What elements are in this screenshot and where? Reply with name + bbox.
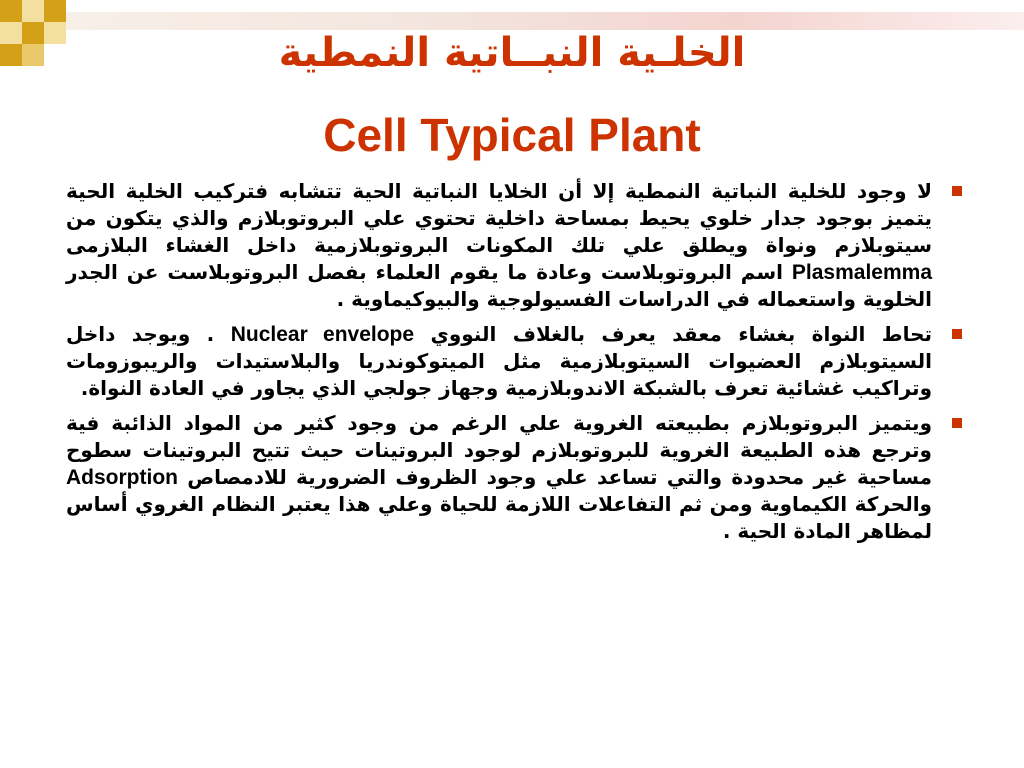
bullet-item [66,178,976,313]
decor-square [0,0,22,22]
bullet-item [66,410,976,545]
bullet-text: ويتميز البروتوبلازم بطبيعته الغروية علي الرغم من وجود كثير من المواد الذائبة فية وترجع هذه الطبيعة الغروية للبروتوبلازم لوجود البروتينات حيث تتيح البروتينات سطوح مساحية غير محدودة والتي تساعد علي وجود الظروف الضرورية للادمصاص [66,411,932,489]
decor-top-bar [66,12,1024,30]
bullet-square-icon [952,186,962,196]
bullet-term: Nuclear envelope [230,323,415,346]
decor-square [22,0,44,22]
bullet-square-icon [952,329,962,339]
bullet-item [66,321,976,402]
bullet-text: والحركة الكيماوية ومن ثم التفاعلات اللازمة للحياة وعلي هذا يعتبر النظام الغروي أساس لمظاهر المادة الحية . [66,492,932,543]
slide-title-arabic: الخلـية النبــاتية النمطية [278,30,746,76]
bullet-square-icon [952,418,962,428]
bullet-text: لا وجود للخلية النباتية النمطية إلا أن الخلايا النباتية الحية تتشابه فتركيب الخلية الحية يتميز بوجود جدار خلوي يحيط بمساحة داخلية تحتوي علي البروتوبلازم والذي يتكون من سيتوبلازم ونواة ويطلق علي تلك المكونات البروتوبلازمية داخل الغشاء البلازمى [66,179,932,257]
bullet-term: Adsorption [66,466,178,489]
slide-title-english: Cell Typical Plant [323,109,701,161]
bullet-text: . ويوجد داخل السيتوبلازم العضيوات السيتوبلازمية مثل الميتوكوندريا والبلاستيدات والريبوزومات وتراكيب غشائية تعرف بالشبكة الاندوبلازمية وجهاز جولجي الذي يجاور في العادة النواة. [66,322,932,400]
decor-square [44,0,66,22]
bullet-text: اسم البروتوبلاست وعادة ما يقوم العلماء بفصل البروتوبلاست عن الجدر الخلوية واستعماله في الدراسات الفسيولوجية والبيوكيماوية . [66,260,932,311]
slide-content [66,178,976,553]
bullet-text: تحاط النواة بغشاء معقد يعرف بالغلاف النووي [430,322,933,346]
bullet-term: Plasmalemma [791,261,932,284]
